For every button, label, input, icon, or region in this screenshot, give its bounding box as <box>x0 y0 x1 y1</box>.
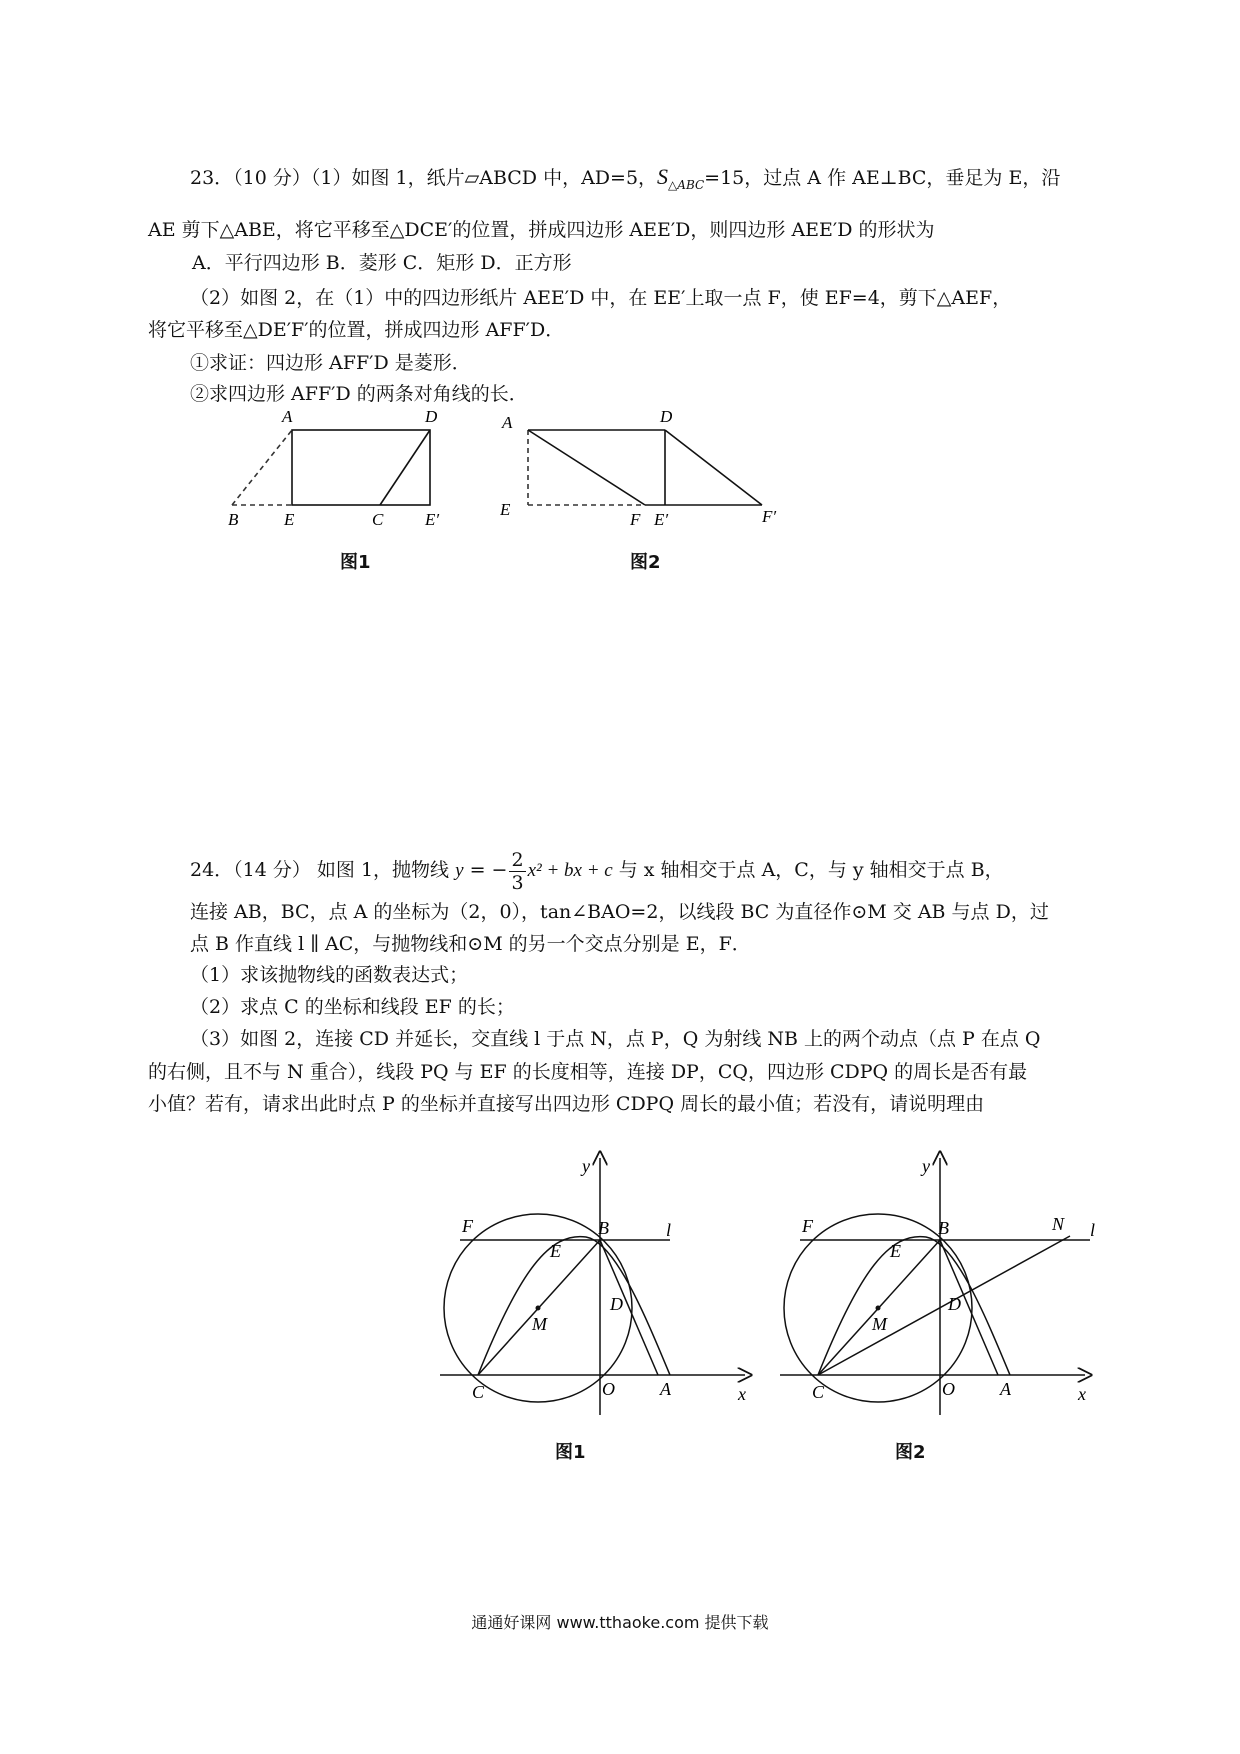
label-b: B <box>938 1218 949 1238</box>
q23-line1 <box>190 165 1060 197</box>
segment-ab-dashed <box>232 430 292 505</box>
rectangle-aeed <box>292 430 430 505</box>
label-y: y <box>922 1156 930 1176</box>
eq-equals: = − <box>463 859 508 881</box>
label-l: l <box>666 1220 672 1240</box>
q24-line1-a: 24．（14 分） 如图 1，抛物线 <box>190 859 450 881</box>
q24-line1-b: 与 x 轴相交于点 A，C，与 y 轴相交于点 B， <box>618 859 1004 881</box>
label-d: D <box>948 1294 961 1314</box>
segment-af <box>528 430 645 505</box>
point-m <box>536 1306 541 1311</box>
label-a: A <box>502 413 513 432</box>
label-d: D <box>610 1294 623 1314</box>
q24-part3-b: 的右侧，且不与 N 重合），线段 PQ 与 EF 的长度相等，连接 DP，CQ，四边形 CDPQ 的周长是否有最 <box>148 1061 1028 1083</box>
q23-line2: AE 剪下△ABE，将它平移至△DCE′的位置，拼成四边形 AEE′D，则四边形 AEE′D 的形状为 <box>148 219 935 241</box>
footer: 通通好课网 www.tthaoke.com 提供下载 <box>471 1613 769 1632</box>
label-f: F <box>802 1216 813 1236</box>
q23-sub2: ②求四边形 AFF′D 的两条对角线的长． <box>190 383 528 405</box>
label-f: F <box>462 1216 473 1236</box>
label-b: B <box>598 1218 609 1238</box>
label-c: C <box>372 510 384 529</box>
q23-options: A．平行四边形 B．菱形 C．矩形 D．正方形 <box>192 252 572 274</box>
q24-line1 <box>190 840 1004 901</box>
label-m: M <box>872 1314 887 1334</box>
area-subscript: △ABC <box>668 177 705 192</box>
label-d: D <box>660 407 673 426</box>
label-e: E <box>284 510 295 529</box>
label-e: E <box>890 1241 901 1261</box>
label-e: E <box>550 1241 561 1261</box>
segment-ba <box>600 1240 658 1375</box>
eq-y: y <box>455 860 464 881</box>
segment-cn <box>818 1236 1070 1375</box>
q24-part3-c: 小值？若有，请求出此时点 P 的坐标并直接写出四边形 CDPQ 周长的最小值；若没有，请说明理由 <box>148 1093 985 1115</box>
q24-part1: （1）求该抛物线的函数表达式； <box>190 964 469 986</box>
q24-fig1-caption: 图1 <box>555 1442 586 1463</box>
parabola <box>818 1237 1010 1375</box>
q23-fig1-caption: 图1 <box>340 552 371 573</box>
eq-fraction-numerator: 2 <box>511 848 524 871</box>
label-f-prime: F′ <box>762 507 777 526</box>
q23-fig2-caption: 图2 <box>630 552 661 573</box>
q23-line1-b: =15，过点 A 作 AE⊥BC，垂足为 E，沿 <box>704 167 1061 189</box>
label-c: C <box>472 1382 485 1402</box>
label-x: x <box>738 1384 746 1404</box>
label-o: O <box>942 1379 955 1399</box>
label-f: F <box>630 510 641 529</box>
label-a: A <box>660 1379 671 1399</box>
q23-part2-b: 将它平移至△DE′F′的位置，拼成四边形 AFF′D． <box>148 319 565 341</box>
label-b: B <box>228 510 239 529</box>
q23-part2-a: （2）如图 2，在（1）中的四边形纸片 AEE′D 中，在 EE′上取一点 F，使 EF=4，剪下△AEF， <box>190 287 1012 309</box>
label-l: l <box>1090 1220 1096 1240</box>
label-d: D <box>425 407 438 426</box>
segment-df-prime <box>665 430 762 505</box>
label-a: A <box>282 407 293 426</box>
segment-cd <box>380 430 430 505</box>
q23-figure-2 <box>500 400 810 535</box>
q23-figure-1 <box>220 400 470 535</box>
q23-sub1: ①求证：四边形 AFF′D 是菱形． <box>190 352 471 374</box>
label-n: N <box>1052 1214 1065 1234</box>
q24-fig2-caption: 图2 <box>895 1442 926 1463</box>
eq-rest: x² + bx + c <box>527 860 613 881</box>
q24-part2: （2）求点 C 的坐标和线段 EF 的长； <box>190 996 515 1018</box>
label-c: C <box>812 1382 825 1402</box>
label-o: O <box>602 1379 615 1399</box>
q24-figure-1 <box>420 1150 760 1420</box>
eq-fraction <box>509 849 525 894</box>
q24-line2: 连接 AB，BC，点 A 的坐标为（2，0），tan∠BAO=2，以线段 BC 为直径作⊙M 交 AB 与点 D，过 <box>190 901 1049 923</box>
point-m <box>876 1306 881 1311</box>
label-y: y <box>582 1156 590 1176</box>
label-m: M <box>532 1314 547 1334</box>
q24-part3-a: （3）如图 2，连接 CD 并延长，交直线 l 于点 N，点 P，Q 为射线 NB 上的两个动点（点 P 在点 Q <box>190 1028 1041 1050</box>
q24-line3: 点 B 作直线 l ∥ AC，与抛物线和⊙M 的另一个交点分别是 E，F． <box>190 933 751 955</box>
label-e: E <box>500 500 511 519</box>
q23-line1-a: 23．（10 分）（1）如图 1，纸片▱ABCD 中，AD=5， <box>190 167 658 189</box>
label-e-prime: E′ <box>425 510 440 529</box>
area-symbol: S <box>657 164 669 189</box>
eq-fraction-denominator: 3 <box>511 871 524 894</box>
label-a: A <box>1000 1379 1011 1399</box>
label-e-prime: E′ <box>654 510 669 529</box>
label-x: x <box>1078 1384 1086 1404</box>
q24-figure-2 <box>760 1150 1105 1420</box>
parabola <box>478 1237 670 1375</box>
